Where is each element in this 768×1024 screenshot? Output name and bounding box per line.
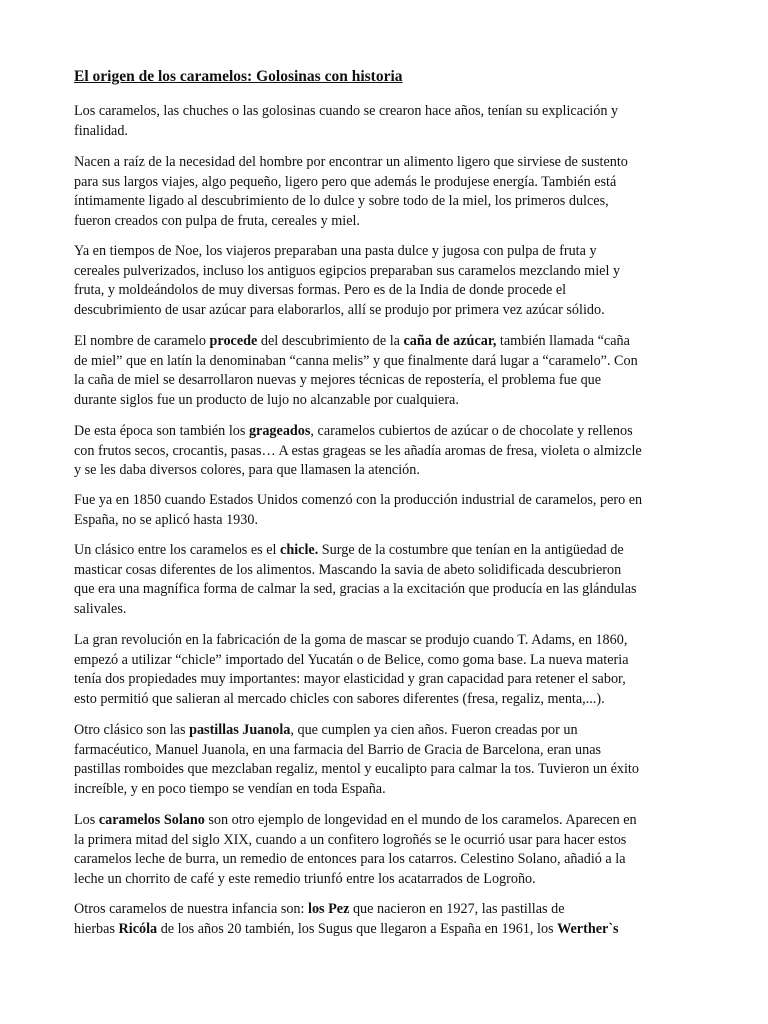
bold-text: grageados <box>248 423 311 439</box>
text-line <box>74 741 706 761</box>
text-run: De esta época son también los <box>74 423 249 439</box>
text-line <box>74 301 706 321</box>
text-line <box>74 281 706 301</box>
text-line <box>74 870 706 890</box>
paragraph <box>74 242 706 320</box>
text-run: con frutos secos, crocantis, pasas… A estas grageas se les añadía aromas de fresa, violeta o almizcle <box>74 442 642 459</box>
text-line <box>74 491 706 511</box>
text-run: también llamada “caña <box>496 333 630 349</box>
text-line <box>74 900 706 920</box>
text-line <box>74 811 706 831</box>
bold-text: los Pez <box>308 901 350 917</box>
text-run: Otros caramelos de nuestra infancia son: <box>74 901 309 917</box>
text-line <box>74 670 706 690</box>
paragraph <box>74 491 706 530</box>
paragraph <box>74 102 706 141</box>
text-run: para sus largos viajes, algo pequeño, ligero pero que además le produjese energía. También está <box>74 173 617 190</box>
text-line <box>74 600 706 620</box>
text-run: íntimamente ligado al descubrimiento de lo dulce y sobre todo de la miel, los primeros dulces, <box>74 193 609 210</box>
text-line <box>74 780 706 800</box>
text-line <box>74 352 706 372</box>
text-line <box>74 461 706 481</box>
text-line <box>74 192 706 212</box>
text-run: que era una magnífica forma de calmar la sed, gracias a la excitación que producía en las glándulas <box>74 581 637 598</box>
paragraph <box>74 541 706 619</box>
text-run: salivales. <box>74 600 127 617</box>
text-line <box>74 242 706 262</box>
text-run: El nombre de caramelo <box>74 333 210 349</box>
text-run: La gran revolución en la fabricación de la goma de mascar se produjo cuando T. Adams, en 1860, <box>74 632 628 648</box>
text-line <box>74 173 706 193</box>
text-run: increíble, y en poco tiempo se vendían en toda España. <box>74 780 386 797</box>
text-run: finalidad. <box>74 122 128 139</box>
text-line <box>74 332 706 352</box>
text-run: la primera mitad del siglo XIX, cuando a un confitero logroñés se le ocurrió usar para hacer estos <box>74 831 627 848</box>
text-run: la caña de miel se desarrollaron nuevas y mejores técnicas de repostería, el problema fue que <box>74 372 602 389</box>
text-line <box>74 580 706 600</box>
paragraph <box>74 422 706 481</box>
text-run: España, no se aplicó hasta 1930. <box>74 511 258 528</box>
text-run: leche un chorrito de café y este remedio triunfó entre los acatarrados de Logroño. <box>74 870 536 887</box>
text-run: Los caramelos, las chuches o las golosinas cuando se crearon hace años, tenían su explicación y <box>74 103 619 119</box>
bold-text: chicle. <box>280 542 319 558</box>
text-line <box>74 541 706 561</box>
text-run: , que cumplen ya cien años. Fueron creadas por un <box>290 722 578 738</box>
text-run: Los <box>74 812 99 828</box>
bold-text: caña de azúcar, <box>403 333 497 349</box>
text-line <box>74 511 706 531</box>
text-line <box>74 561 706 581</box>
text-run: Ya en tiempos de Noe, los viajeros preparaban una pasta dulce y jugosa con pulpa de fruta y <box>74 243 597 259</box>
text-run: son otro ejemplo de longevidad en el mundo de los caramelos. Aparecen en <box>204 812 637 828</box>
paragraph <box>74 332 706 410</box>
paragraph <box>74 631 706 709</box>
text-line <box>74 631 706 651</box>
text-run: que nacieron en 1927, las pastillas de <box>349 901 565 917</box>
text-run: farmacéutico, Manuel Juanola, en una farmacia del Barrio de Gracia de Barcelona, eran unas <box>74 741 602 758</box>
paragraph <box>74 721 706 799</box>
text-line <box>74 442 706 462</box>
text-run: Nacen a raíz de la necesidad del hombre por encontrar un alimento ligero que sirviese de sustento <box>74 154 628 170</box>
text-line <box>74 760 706 780</box>
text-run: y se les daba diversos colores, para que llamasen la atención. <box>74 462 420 479</box>
text-line <box>74 422 706 442</box>
text-run: caramelos leche de burra, un remedio de entonces para los catarros. Celestino Solano, añadió a la <box>74 851 626 868</box>
text-line <box>74 212 706 232</box>
text-run: descubrimiento de usar azúcar para elaborarlos, allí se produjo por primera vez azúcar sólido. <box>74 301 605 318</box>
bold-text: Werther`s <box>557 920 619 937</box>
text-run: hierbas <box>74 920 119 937</box>
text-line <box>74 391 706 411</box>
text-line <box>74 831 706 851</box>
text-line <box>74 690 706 710</box>
document-title: El origen de los caramelos: Golosinas con historia <box>74 68 403 85</box>
bold-text: caramelos Solano <box>98 812 205 828</box>
text-line <box>74 920 706 940</box>
text-line <box>74 371 706 391</box>
text-line <box>74 262 706 282</box>
bold-text: Ricóla <box>118 920 158 937</box>
text-line <box>74 122 706 142</box>
text-run: durante siglos fue un producto de lujo no alcanzable por cualquiera. <box>74 391 459 408</box>
text-run: fueron creados con pulpa de fruta, cereales y miel. <box>74 212 360 229</box>
bold-text: pastillas Juanola <box>189 722 291 738</box>
text-run: Surge de la costumbre que tenían en la antigüedad de <box>318 542 624 558</box>
text-run: Fue ya en 1850 cuando Estados Unidos comenzó con la producción industrial de caramelos, pero en <box>74 492 643 508</box>
text-line <box>74 153 706 173</box>
text-run: tenía dos propiedades muy importantes: mayor elasticidad y gran capacidad para retener el sabor, <box>74 671 626 688</box>
text-line <box>74 102 706 122</box>
text-run: masticar cosas diferentes de los alimentos. Mascando la savia de abeto solidificada descubrieron <box>74 561 622 578</box>
bold-text: procede <box>209 333 258 349</box>
text-run: fruta, y moldeándolos de muy diversas formas. Pero es de la India de donde procede el <box>74 282 567 299</box>
text-run: de miel” que en latín la denominaban “canna melis” y que finalmente dará lugar a “caramelo”. Con <box>74 352 638 369</box>
text-line <box>74 721 706 741</box>
text-run: de los años 20 también, los Sugus que llegaron a España en 1961, los <box>157 920 558 937</box>
text-run: del descubrimiento de la <box>257 333 404 349</box>
text-run: , caramelos cubiertos de azúcar o de chocolate y rellenos <box>310 423 633 439</box>
text-run: Un clásico entre los caramelos es el <box>74 542 281 558</box>
text-run: pastillas romboides que mezclaban regaliz, mentol y eucalipto para calmar la tos. Tuvieron un éxito <box>74 761 639 778</box>
text-line <box>74 850 706 870</box>
text-run: Otro clásico son las <box>74 722 190 738</box>
text-run: empezó a utilizar “chicle” importado del Yucatán o de Belice, como goma base. La nueva materia <box>74 651 629 668</box>
paragraph <box>74 811 706 889</box>
text-line <box>74 651 706 671</box>
text-run: esto permitió que salieran al mercado chicles con sabores diferentes (fresa, regaliz, menta,...). <box>74 690 605 707</box>
text-run: cereales pulverizados, incluso los antiguos egipcios preparaban sus caramelos mezclando miel y <box>74 262 621 279</box>
paragraph <box>74 153 706 231</box>
paragraph <box>74 900 706 939</box>
